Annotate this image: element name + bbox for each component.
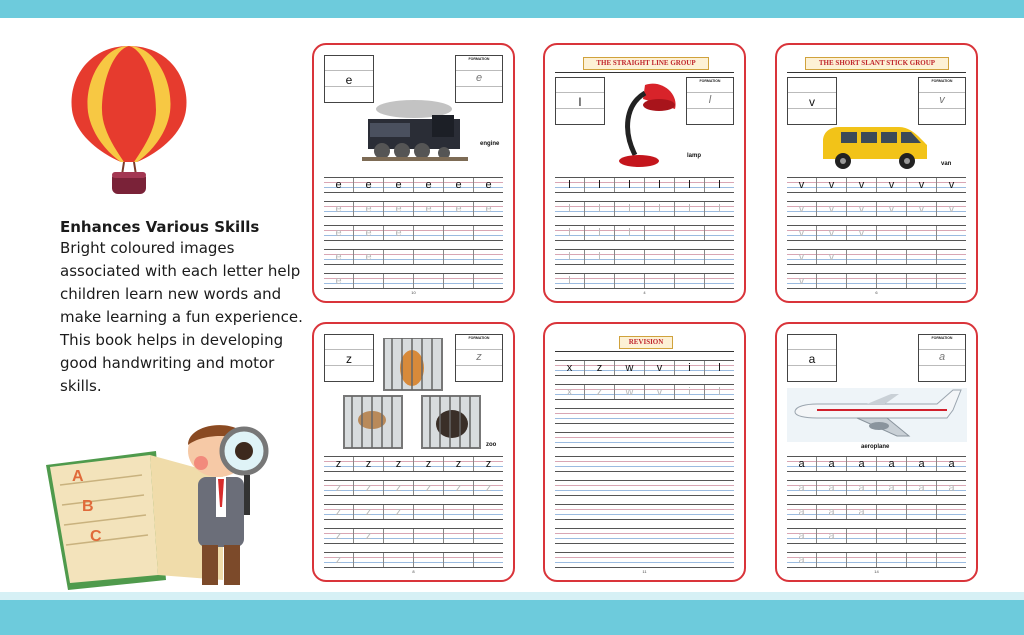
worksheet-page-v [775,43,978,303]
trace-letter: z [335,506,342,518]
formation-box [455,55,503,103]
trace-letter: v [858,227,865,239]
trace-letter: e [485,203,492,215]
picture-caption: lamp [687,153,702,159]
lamp-image [615,75,685,171]
group-banner: THE STRAIGHT LINE GROUP [583,57,709,70]
trace-letter: e [425,203,432,215]
trace-letter: e [395,203,402,215]
trace-letter: l [598,203,601,215]
model-letter-row: w [625,362,634,374]
trace-letter: e [335,251,342,263]
page-number: 11 [642,569,647,574]
trace-letter: a [858,506,865,518]
model-letter-row: l [598,179,601,191]
letter-box [787,334,837,382]
model-letter-row: z [395,458,402,470]
steam-engine-image [362,97,468,161]
picture-caption: aeroplane [861,444,890,450]
trace-letter: v [888,203,895,215]
formation-label: FORMATION [699,79,721,83]
letter-box [787,77,837,125]
model-letter-row: v [828,179,835,191]
formation-label: FORMATION [931,336,953,340]
worksheet-page-a [775,322,978,582]
model-letter: z [346,352,352,366]
formation-label: FORMATION [468,336,490,340]
trace-letter: a [798,482,805,494]
model-letter-row: v [888,179,895,191]
tracing-grid [787,456,966,576]
svg-text:C: C [90,528,102,545]
revision-grid [555,360,734,576]
formation-label: FORMATION [931,79,953,83]
model-letter-row: e [365,179,372,191]
formation-label: FORMATION [468,57,490,61]
model-letter: a [808,352,816,366]
trace-letter: l [598,251,601,263]
trace-letter: z [365,530,372,542]
trace-letter: l [568,275,571,287]
model-letter-row: v [798,179,805,191]
trace-letter: a [828,506,835,518]
trace-letter: z [365,506,372,518]
picture-caption: van [941,161,952,167]
model-letter-row: z [596,362,603,374]
hot-air-balloon-illustration [66,40,192,200]
boy-with-book-illustration [38,415,288,595]
skills-description [60,217,310,398]
trace-letter: a [828,482,835,494]
model-letter-row: a [858,458,865,470]
model-letter-row: e [455,179,462,191]
worksheet-page-revision [543,322,746,582]
model-letter-row: l [718,362,721,374]
trace-letter: z [395,482,402,494]
trace-letter: l [658,203,661,215]
formation-letter: e [475,72,483,84]
trace-letter: a [888,482,895,494]
trace-letter: z [596,386,603,398]
group-banner: THE SHORT SLANT STICK GROUP [805,57,949,70]
trace-letter: i [688,386,691,398]
page-number: 14 [874,569,879,574]
formation-box [918,77,966,125]
page-number: 8 [412,569,415,574]
bottom-band [0,600,1024,635]
trace-letter: z [395,506,402,518]
picture-caption: zoo [486,442,497,448]
page-number: 6 [875,290,878,295]
zoo-cages-image [340,338,490,452]
model-letter-row: l [628,179,631,191]
tracing-grid [324,456,503,576]
trace-letter: l [688,203,691,215]
trace-letter: a [858,482,865,494]
trace-letter: w [625,386,634,398]
trace-letter: v [798,227,805,239]
trace-letter: z [485,482,492,494]
trace-letter: v [948,203,955,215]
model-letter-row: a [918,458,925,470]
trace-letter: e [455,203,462,215]
trace-letter: e [395,227,402,239]
trace-letter: z [335,482,342,494]
page-number: 10 [411,290,416,295]
trace-letter: z [335,530,342,542]
model-letter-row: a [828,458,835,470]
trace-letter: z [365,482,372,494]
model-letter: l [578,95,582,109]
trace-letter: e [365,251,372,263]
model-letter-row: z [335,458,342,470]
trace-letter: v [798,251,805,263]
model-letter-row: a [798,458,805,470]
model-letter-row: v [656,362,663,374]
worksheet-page-l [543,43,746,303]
top-band [0,0,1024,18]
letter-box [324,55,374,103]
trace-letter: x [566,386,573,398]
formation-letter: z [476,351,482,363]
model-letter-row: a [888,458,895,470]
letter-box [555,77,605,125]
trace-letter: a [828,530,835,542]
trace-letter: l [568,251,571,263]
trace-letter: z [425,482,432,494]
trace-letter: v [828,251,835,263]
group-banner: REVISION [619,336,673,349]
trace-letter: v [798,275,805,287]
worksheet-page-e [312,43,515,303]
trace-letter: l [568,203,571,215]
trace-letter: a [798,506,805,518]
model-letter-row: l [688,179,691,191]
model-letter-row: z [455,458,462,470]
trace-letter: v [858,203,865,215]
formation-letter: l [708,94,712,106]
trace-letter: a [798,554,805,566]
picture-caption: engine [480,141,500,147]
tracing-grid [787,177,966,297]
tracing-grid [324,177,503,297]
worksheet-page-z [312,322,515,582]
trace-letter: v [828,203,835,215]
trace-letter: l [628,203,631,215]
trace-letter: e [365,227,372,239]
model-letter-row: e [395,179,402,191]
model-letter-row: l [718,179,721,191]
trace-letter: v [798,203,805,215]
model-letter: e [345,73,353,87]
trace-letter: l [718,203,721,215]
aeroplane-image [787,388,967,442]
trace-letter: v [918,203,925,215]
svg-text:A: A [72,468,84,485]
formation-letter: a [938,351,946,363]
model-letter-row: v [918,179,925,191]
van-image [819,123,931,171]
formation-letter: v [939,94,945,106]
trace-letter: a [948,482,955,494]
trace-letter: e [335,203,342,215]
model-letter-row: x [566,362,573,374]
model-letter-row: i [688,362,691,374]
model-letter-row: e [335,179,342,191]
trace-letter: l [598,227,601,239]
trace-letter: l [568,227,571,239]
tracing-grid [555,177,734,297]
model-letter-row: z [365,458,372,470]
formation-box [918,334,966,382]
trace-letter: z [335,554,342,566]
trace-letter: l [628,227,631,239]
model-letter-row: v [948,179,955,191]
trace-letter: a [798,530,805,542]
model-letter-row: l [568,179,571,191]
trace-letter: l [718,386,721,398]
trace-letter: e [335,227,342,239]
model-letter-row: e [425,179,432,191]
skills-heading: Enhances Various Skills [60,218,260,236]
skills-body: Bright coloured images associated with each letter help children learn new words and make learning a fun experience. This book helps in developing good handwriting and motor skills. [60,239,303,395]
trace-letter: e [335,275,342,287]
page-number: 4 [643,290,646,295]
model-letter-row: v [858,179,865,191]
model-letter-row: z [425,458,432,470]
trace-letter: v [828,227,835,239]
trace-letter: z [455,482,462,494]
svg-text:B: B [82,498,94,515]
model-letter-row: a [948,458,955,470]
formation-box [686,77,734,125]
trace-letter: e [365,203,372,215]
model-letter-row: l [658,179,661,191]
model-letter-row: e [485,179,492,191]
trace-letter: a [918,482,925,494]
model-letter-row: z [485,458,492,470]
model-letter: v [809,95,815,109]
trace-letter: v [656,386,663,398]
